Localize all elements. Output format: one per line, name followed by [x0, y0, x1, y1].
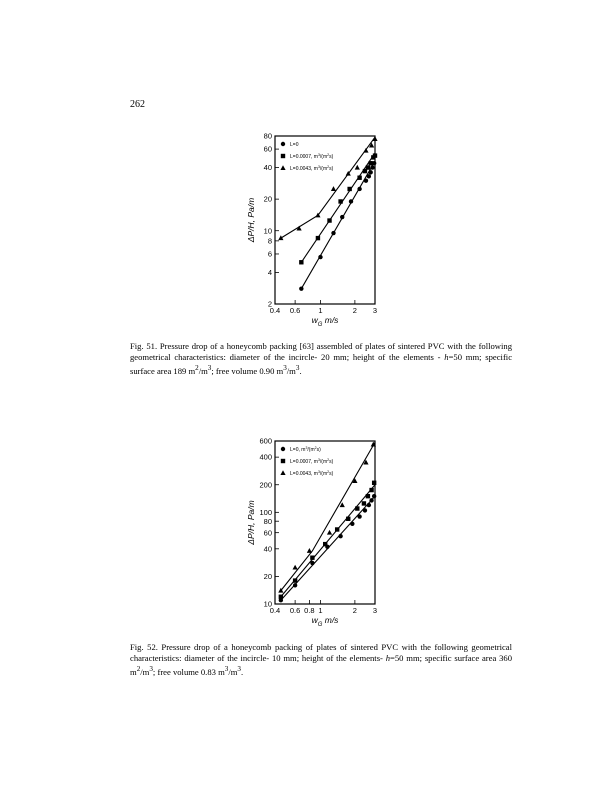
- data-point-square: [327, 218, 331, 222]
- y-tick-label: 6: [267, 249, 272, 259]
- data-point-circle: [318, 255, 322, 259]
- legend-marker-triangle: [280, 165, 285, 170]
- data-point-square: [357, 176, 361, 180]
- legend-label: L=0: [290, 141, 299, 148]
- x-axis-label: $w_G$ m/s: [311, 615, 339, 628]
- legend-marker-triangle: [280, 470, 285, 475]
- data-point-square: [362, 501, 366, 505]
- x-tick-label: 0.8: [304, 606, 315, 615]
- x-tick-label: 3: [372, 306, 378, 315]
- y-tick-label: 80: [263, 516, 272, 526]
- figure-51-caption: Fig. 51. Pressure drop of a honeycomb packing [63] assembled of plates of sintered PVC with the following geometrical characteristics: diameter of the incircle- 20 mm; height of the elements - h=50 mm; specific surface area 189 $m^2/m^3$; free volume 0.90 $m^3/m^3$.: [130, 341, 513, 376]
- x-tick-label: 2: [352, 606, 357, 615]
- x-tick-label: 3: [372, 606, 378, 615]
- data-point-square: [355, 506, 359, 510]
- data-point-triangle: [363, 148, 368, 153]
- data-point-square: [366, 494, 370, 498]
- y-tick-label: 8: [267, 236, 272, 246]
- y-tick-label: 100: [259, 507, 272, 517]
- data-point-square: [369, 488, 373, 492]
- y-tick-label: 40: [263, 163, 272, 173]
- x-axis-label: $w_G$ m/s: [311, 315, 339, 328]
- x-tick-label: 0.4: [269, 606, 281, 615]
- y-tick-label: 2: [267, 299, 272, 309]
- x-tick-label: 1: [318, 306, 323, 315]
- legend-label: L=0.0043, $m^3/(m^2s)$: [290, 469, 334, 477]
- x-tick-label: 1: [318, 606, 323, 615]
- figure-51-svg: [238, 128, 388, 343]
- data-point-circle: [357, 514, 361, 518]
- data-point-circle: [338, 534, 342, 538]
- y-tick-label: 80: [263, 131, 272, 141]
- data-point-square: [373, 153, 377, 157]
- data-point-square: [279, 595, 283, 599]
- y-tick-label: 40: [263, 544, 272, 554]
- y-tick-label: 60: [263, 528, 272, 538]
- data-point-circle: [367, 174, 371, 178]
- figure-51-chart: [238, 128, 388, 343]
- y-tick-label: 20: [263, 194, 272, 204]
- data-point-square: [372, 481, 376, 485]
- data-point-square: [368, 161, 372, 165]
- data-point-triangle: [293, 565, 298, 570]
- data-point-circle: [367, 503, 371, 507]
- y-axis-label: ΔP/H, Pa/m: [246, 197, 256, 243]
- data-point-circle: [349, 199, 353, 203]
- y-axis-label: ΔP/H, Pa/m: [246, 500, 256, 545]
- data-point-square: [347, 187, 351, 191]
- legend-label: L=0, $m^3/(m^2s)$: [290, 445, 321, 453]
- data-point-square: [366, 165, 370, 169]
- data-point-triangle: [355, 165, 360, 170]
- y-tick-label: 400: [259, 452, 272, 462]
- y-tick-label: 60: [263, 144, 272, 154]
- data-point-circle: [331, 231, 335, 235]
- y-tick-label: 20: [263, 572, 272, 582]
- data-point-circle: [369, 498, 373, 502]
- data-point-square: [293, 578, 297, 582]
- legend-label: L=0.0007, $m^3/(m^2s)$: [290, 152, 334, 160]
- data-point-square: [299, 260, 303, 264]
- data-point-square: [316, 236, 320, 240]
- figure-52-svg: [238, 433, 388, 643]
- x-tick-label: 0.6: [289, 306, 301, 315]
- data-point-circle: [340, 215, 344, 219]
- y-tick-label: 200: [259, 480, 272, 490]
- legend-marker-circle: [281, 142, 285, 146]
- data-point-square: [323, 542, 327, 546]
- data-point-square: [338, 199, 342, 203]
- y-tick-label: 10: [263, 599, 272, 609]
- legend-marker-circle: [281, 447, 285, 451]
- x-tick-label: 0.6: [289, 606, 301, 615]
- plot-frame: [275, 136, 375, 304]
- legend-label: L=0.0007, $m^3/(m^2s)$: [290, 457, 334, 465]
- data-point-circle: [293, 583, 297, 587]
- data-point-square: [310, 555, 314, 559]
- data-point-triangle: [331, 186, 336, 191]
- x-tick-label: 0.4: [269, 306, 281, 315]
- data-point-triangle: [327, 530, 332, 535]
- data-point-square: [346, 517, 350, 521]
- legend-marker-square: [281, 154, 285, 158]
- data-point-circle: [370, 165, 374, 169]
- x-tick-label: 2: [352, 306, 357, 315]
- page-number: 262: [130, 99, 145, 110]
- y-tick-label: 4: [267, 268, 272, 278]
- data-point-triangle: [278, 235, 283, 240]
- data-point-circle: [357, 187, 361, 191]
- figure-52-chart: [238, 433, 388, 643]
- figure-52-caption: Fig. 52. Pressure drop of a honeycomb packing of plates of sintered PVC with the following geometrical characteristics: diameter of the incircle- 10 mm; height of the elements- h=50 mm; specific surface area 360 $m^2/m^3$; free volume 0.83 $m^3/m^3$.: [130, 642, 512, 677]
- data-point-triangle: [307, 548, 312, 553]
- legend-label: L=0.0043, $m^3/(m^2s)$: [290, 164, 334, 172]
- y-tick-label: 600: [259, 436, 272, 446]
- data-point-triangle: [372, 136, 377, 141]
- data-point-circle: [368, 170, 372, 174]
- data-point-circle: [372, 494, 376, 498]
- legend-marker-square: [281, 459, 285, 463]
- data-point-square: [335, 527, 339, 531]
- data-point-circle: [364, 178, 368, 182]
- data-point-circle: [299, 286, 303, 290]
- data-point-circle: [350, 522, 354, 526]
- y-tick-label: 10: [263, 226, 272, 236]
- data-point-circle: [363, 508, 367, 512]
